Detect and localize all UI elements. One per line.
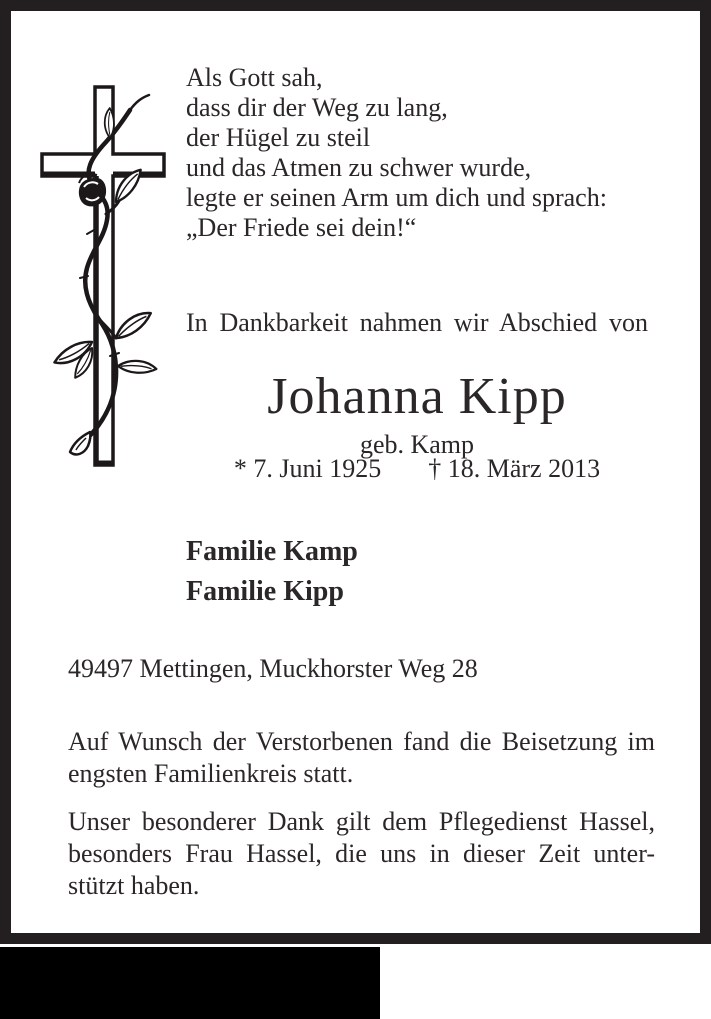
thanks-paragraph	[68, 806, 655, 902]
mourner-name: Familie Kamp	[186, 536, 358, 567]
birth-date: * 7. Juni 1925	[233, 454, 382, 483]
paragraph-line: besonders Frau Hassel, die uns in dieser Zeit unter-	[68, 839, 655, 868]
paragraph-line: Auf Wunsch der Verstorbenen fand die Beisetzung im	[68, 727, 655, 756]
mourner-name: Familie Kipp	[186, 576, 344, 607]
deceased-name: Johanna Kipp	[267, 368, 567, 425]
maiden-name: geb. Kamp	[359, 430, 475, 459]
poem-line: „Der Friede sei dein!“	[186, 213, 417, 242]
paragraph-line: stützt haben.	[68, 871, 200, 900]
burial-notice-paragraph	[68, 726, 655, 790]
poem-line: der Hügel zu steil	[186, 123, 371, 152]
poem-line: dass dir der Weg zu lang,	[186, 93, 448, 122]
poem-line: Als Gott sah,	[186, 63, 323, 92]
life-dates	[186, 454, 648, 484]
redaction-block	[0, 947, 380, 1019]
memorial-poem	[186, 63, 607, 243]
poem-line: und das Atmen zu schwer wurde,	[186, 153, 532, 182]
farewell-intro-text: In Dankbarkeit nahmen wir Abschied von	[186, 308, 648, 337]
death-date: † 18. März 2013	[428, 454, 601, 483]
paragraph-line: engsten Familienkreis statt.	[68, 759, 354, 788]
poem-line: legte er seinen Arm um dich und sprach:	[186, 183, 607, 212]
paragraph-line: Unser besonderer Dank gilt dem Pflegedienst Hassel,	[68, 807, 655, 836]
cross-with-rose-icon	[36, 80, 176, 470]
address-text: 49497 Mettingen, Muckhorster Weg 28	[68, 654, 478, 683]
